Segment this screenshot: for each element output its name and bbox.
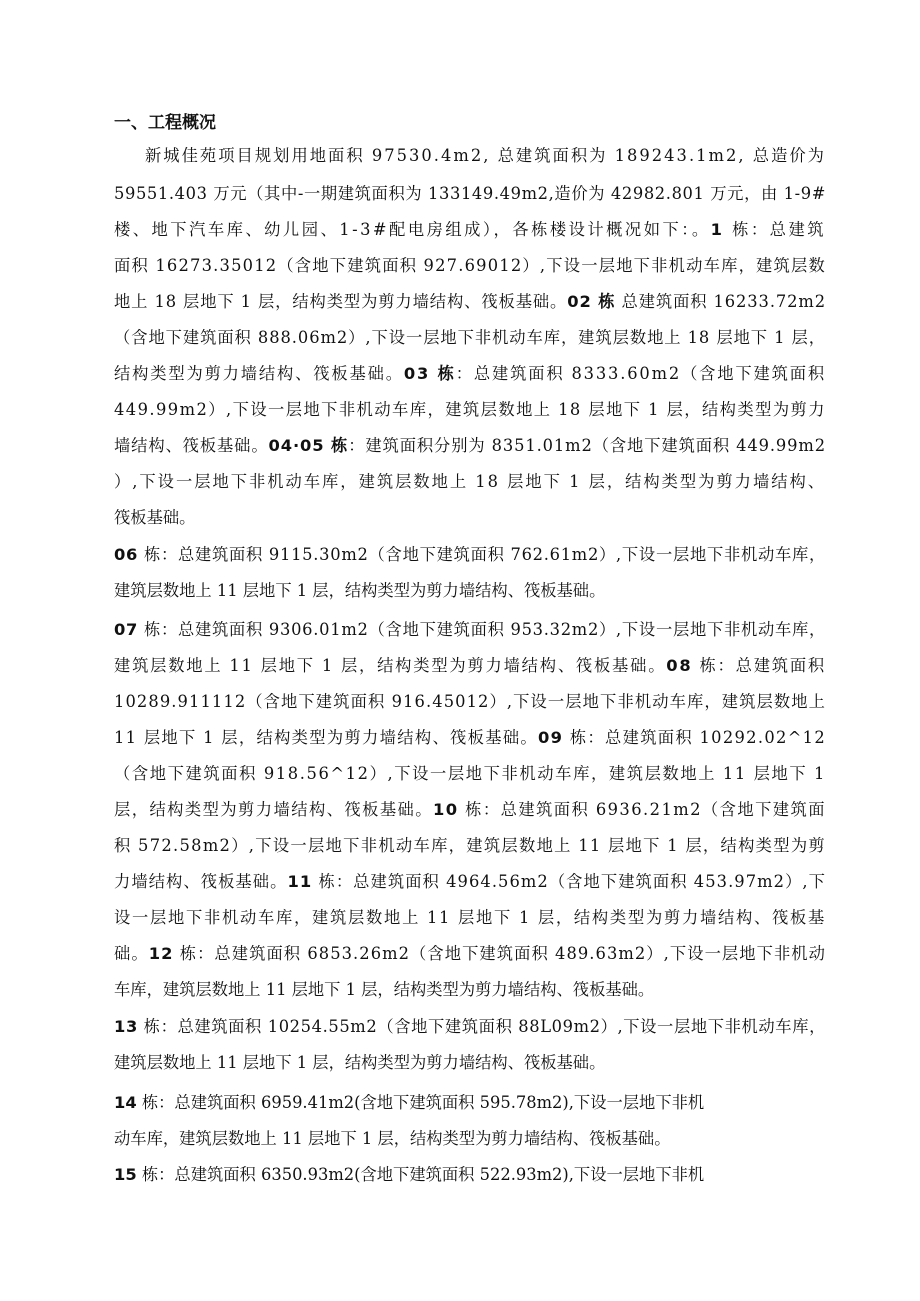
section-heading: 一、工程概况 [114, 113, 216, 133]
body-line [114, 545, 826, 565]
text-run: 栋：总建筑面积 10292.02^12 [563, 728, 826, 747]
body-line [114, 292, 826, 312]
body-line [145, 146, 826, 166]
body-line [114, 800, 826, 820]
building-label: 09 [538, 728, 564, 747]
text-run: 栋：总建筑面积 [692, 656, 826, 675]
text-run: 总建筑面积 16233.72m2 [615, 292, 827, 311]
text-run: 10289.911112（含地下建筑面积 916.45012）,下设一层地下非机动车库，建筑层数地上 [114, 692, 826, 711]
body-line [114, 184, 826, 204]
body-line [114, 1165, 704, 1185]
body-line [114, 220, 826, 240]
text-run: 建筑层数地上 11 层地下 1 层，结构类型为剪力墙结构、筏板基础。 [114, 1053, 606, 1072]
text-run: 59551.403 万元（其中-一期建筑面积为 133149.49m2,造价为 42982.801 万元，由 1-9# [114, 184, 826, 203]
text-run: 栋：总建筑面积 9306.01m2（含地下建筑面积 953.32m2）,下设一层地下非机动车库， [138, 620, 826, 639]
body-line [114, 436, 826, 456]
body-line [114, 692, 826, 712]
text-run: 栋：总建筑面积 4964.56m2（含地下建筑面积 453.97m2）,下 [312, 872, 826, 891]
building-label: 13 [114, 1017, 138, 1036]
text-run: （含地下建筑面积 888.06m2）,下设一层地下非机动车库，建筑层数地上 18 层地下 1 层， [114, 328, 826, 347]
building-label: 03 栋 [403, 364, 456, 383]
body-line [114, 1017, 826, 1037]
body-line [114, 836, 826, 856]
text-run: 栋：总建筑面积 6853.26m2（含地下建筑面积 489.63m2）,下设一层地下非机动 [173, 944, 826, 963]
text-run: 栋：总建筑面积 6936.21m2（含地下建筑面 [458, 800, 826, 819]
body-line [114, 620, 826, 640]
text-run: 动车库，建筑层数地上 11 层地下 1 层，结构类型为剪力墙结构、筏板基础。 [114, 1129, 671, 1148]
body-line [114, 328, 826, 348]
body-line [114, 908, 826, 928]
text-run: 础。 [114, 944, 149, 963]
text-run: （含地下建筑面积 918.56^12）,下设一层地下非机动车库，建筑层数地上 11 层地下 1 [114, 764, 826, 783]
text-run: 车库，建筑层数地上 11 层地下 1 层，结构类型为剪力墙结构、筏板基础。 [114, 980, 655, 999]
text-run: 筏板基础。 [114, 508, 196, 527]
text-run: 栋：总建筑 [724, 220, 826, 239]
body-line [114, 472, 826, 492]
building-label: 02 栋 [567, 292, 616, 311]
body-line [114, 508, 195, 528]
body-line [114, 364, 826, 384]
building-label: 06 [114, 545, 139, 564]
text-run: 地上 18 层地下 1 层，结构类型为剪力墙结构、筏板基础。 [114, 292, 568, 311]
body-line [114, 728, 826, 748]
text-run: 建筑层数地上 11 层地下 1 层，结构类型为剪力墙结构、筏板基础。 [114, 656, 667, 675]
text-run: ）,下设一层地下非机动车库，建筑层数地上 18 层地下 1 层，结构类型为剪力墙结构、 [114, 472, 826, 491]
body-line [114, 1129, 671, 1149]
text-run: 449.99m2）,下设一层地下非机动车库，建筑层数地上 18 层地下 1 层，结构类型为剪力 [114, 400, 826, 419]
body-line [114, 1053, 605, 1073]
body-line [114, 1093, 704, 1113]
text-run: 栋：总建筑面积 6959.41m2(含地下建筑面积 595.78m2),下设一层地下非机 [136, 1093, 705, 1112]
text-run: 结构类型为剪力墙结构、筏板基础。 [114, 364, 404, 383]
text-run: ：建筑面积分别为 8351.01m2（含地下建筑面积 449.99m2 [348, 436, 826, 455]
text-run: 11 层地下 1 层，结构类型为剪力墙结构、筏板基础。 [114, 728, 539, 747]
text-run: 力墙结构、筏板基础。 [114, 872, 288, 891]
text-run: 建筑层数地上 11 层地下 1 层，结构类型为剪力墙结构、筏板基础。 [114, 581, 606, 600]
text-run: 栋：总建筑面积 10254.55m2（含地下建筑面积 88L09m2）,下设一层地下非机动车库， [137, 1017, 826, 1036]
building-label: 11 [287, 872, 313, 891]
building-label: 1 [710, 220, 725, 239]
text-run: 面积 16273.35012（含地下建筑面积 927.69012）,下设一层地下非机动车库，建筑层数 [114, 256, 826, 275]
text-run: 墙结构、筏板基础。 [114, 436, 269, 455]
text-run: 设一层地下非机动车库，建筑层数地上 11 层地下 1 层，结构类型为剪力墙结构、筏板基 [114, 908, 826, 927]
text-run: 栋：总建筑面积 9115.30m2（含地下建筑面积 762.61m2）,下设一层地下非机动车库， [138, 545, 826, 564]
body-line [114, 872, 826, 892]
body-line [114, 980, 654, 1000]
body-line [114, 944, 826, 964]
text-run: 栋：总建筑面积 6350.93m2(含地下建筑面积 522.93m2),下设一层地下非机 [136, 1165, 705, 1184]
text-run: 新城佳苑项目规划用地面积 97530.4m2, 总建筑面积为 189243.1m2, 总造价为 [145, 146, 826, 165]
building-label: 14 [114, 1093, 137, 1112]
building-label: 08 [666, 656, 693, 675]
body-line [114, 764, 826, 784]
body-line [114, 400, 826, 420]
building-label: 15 [114, 1165, 137, 1184]
body-line [114, 256, 826, 276]
body-line [114, 656, 826, 676]
body-line [114, 581, 605, 601]
text-run: ：总建筑面积 8333.60m2（含地下建筑面积 [455, 364, 826, 383]
building-label: 07 [114, 620, 139, 639]
building-label: 12 [148, 944, 174, 963]
building-label: 04·05 栋 [268, 436, 349, 455]
text-run: 层，结构类型为剪力墙结构、筏板基础。 [114, 800, 433, 819]
building-label: 10 [433, 800, 459, 819]
text-run: 楼、地下汽车库、幼儿园、1-3#配电房组成），各栋楼设计概况如下：。 [114, 220, 711, 239]
text-run: 积 572.58m2）,下设一层地下非机动车库，建筑层数地上 11 层地下 1 层，结构类型为剪 [114, 836, 826, 855]
